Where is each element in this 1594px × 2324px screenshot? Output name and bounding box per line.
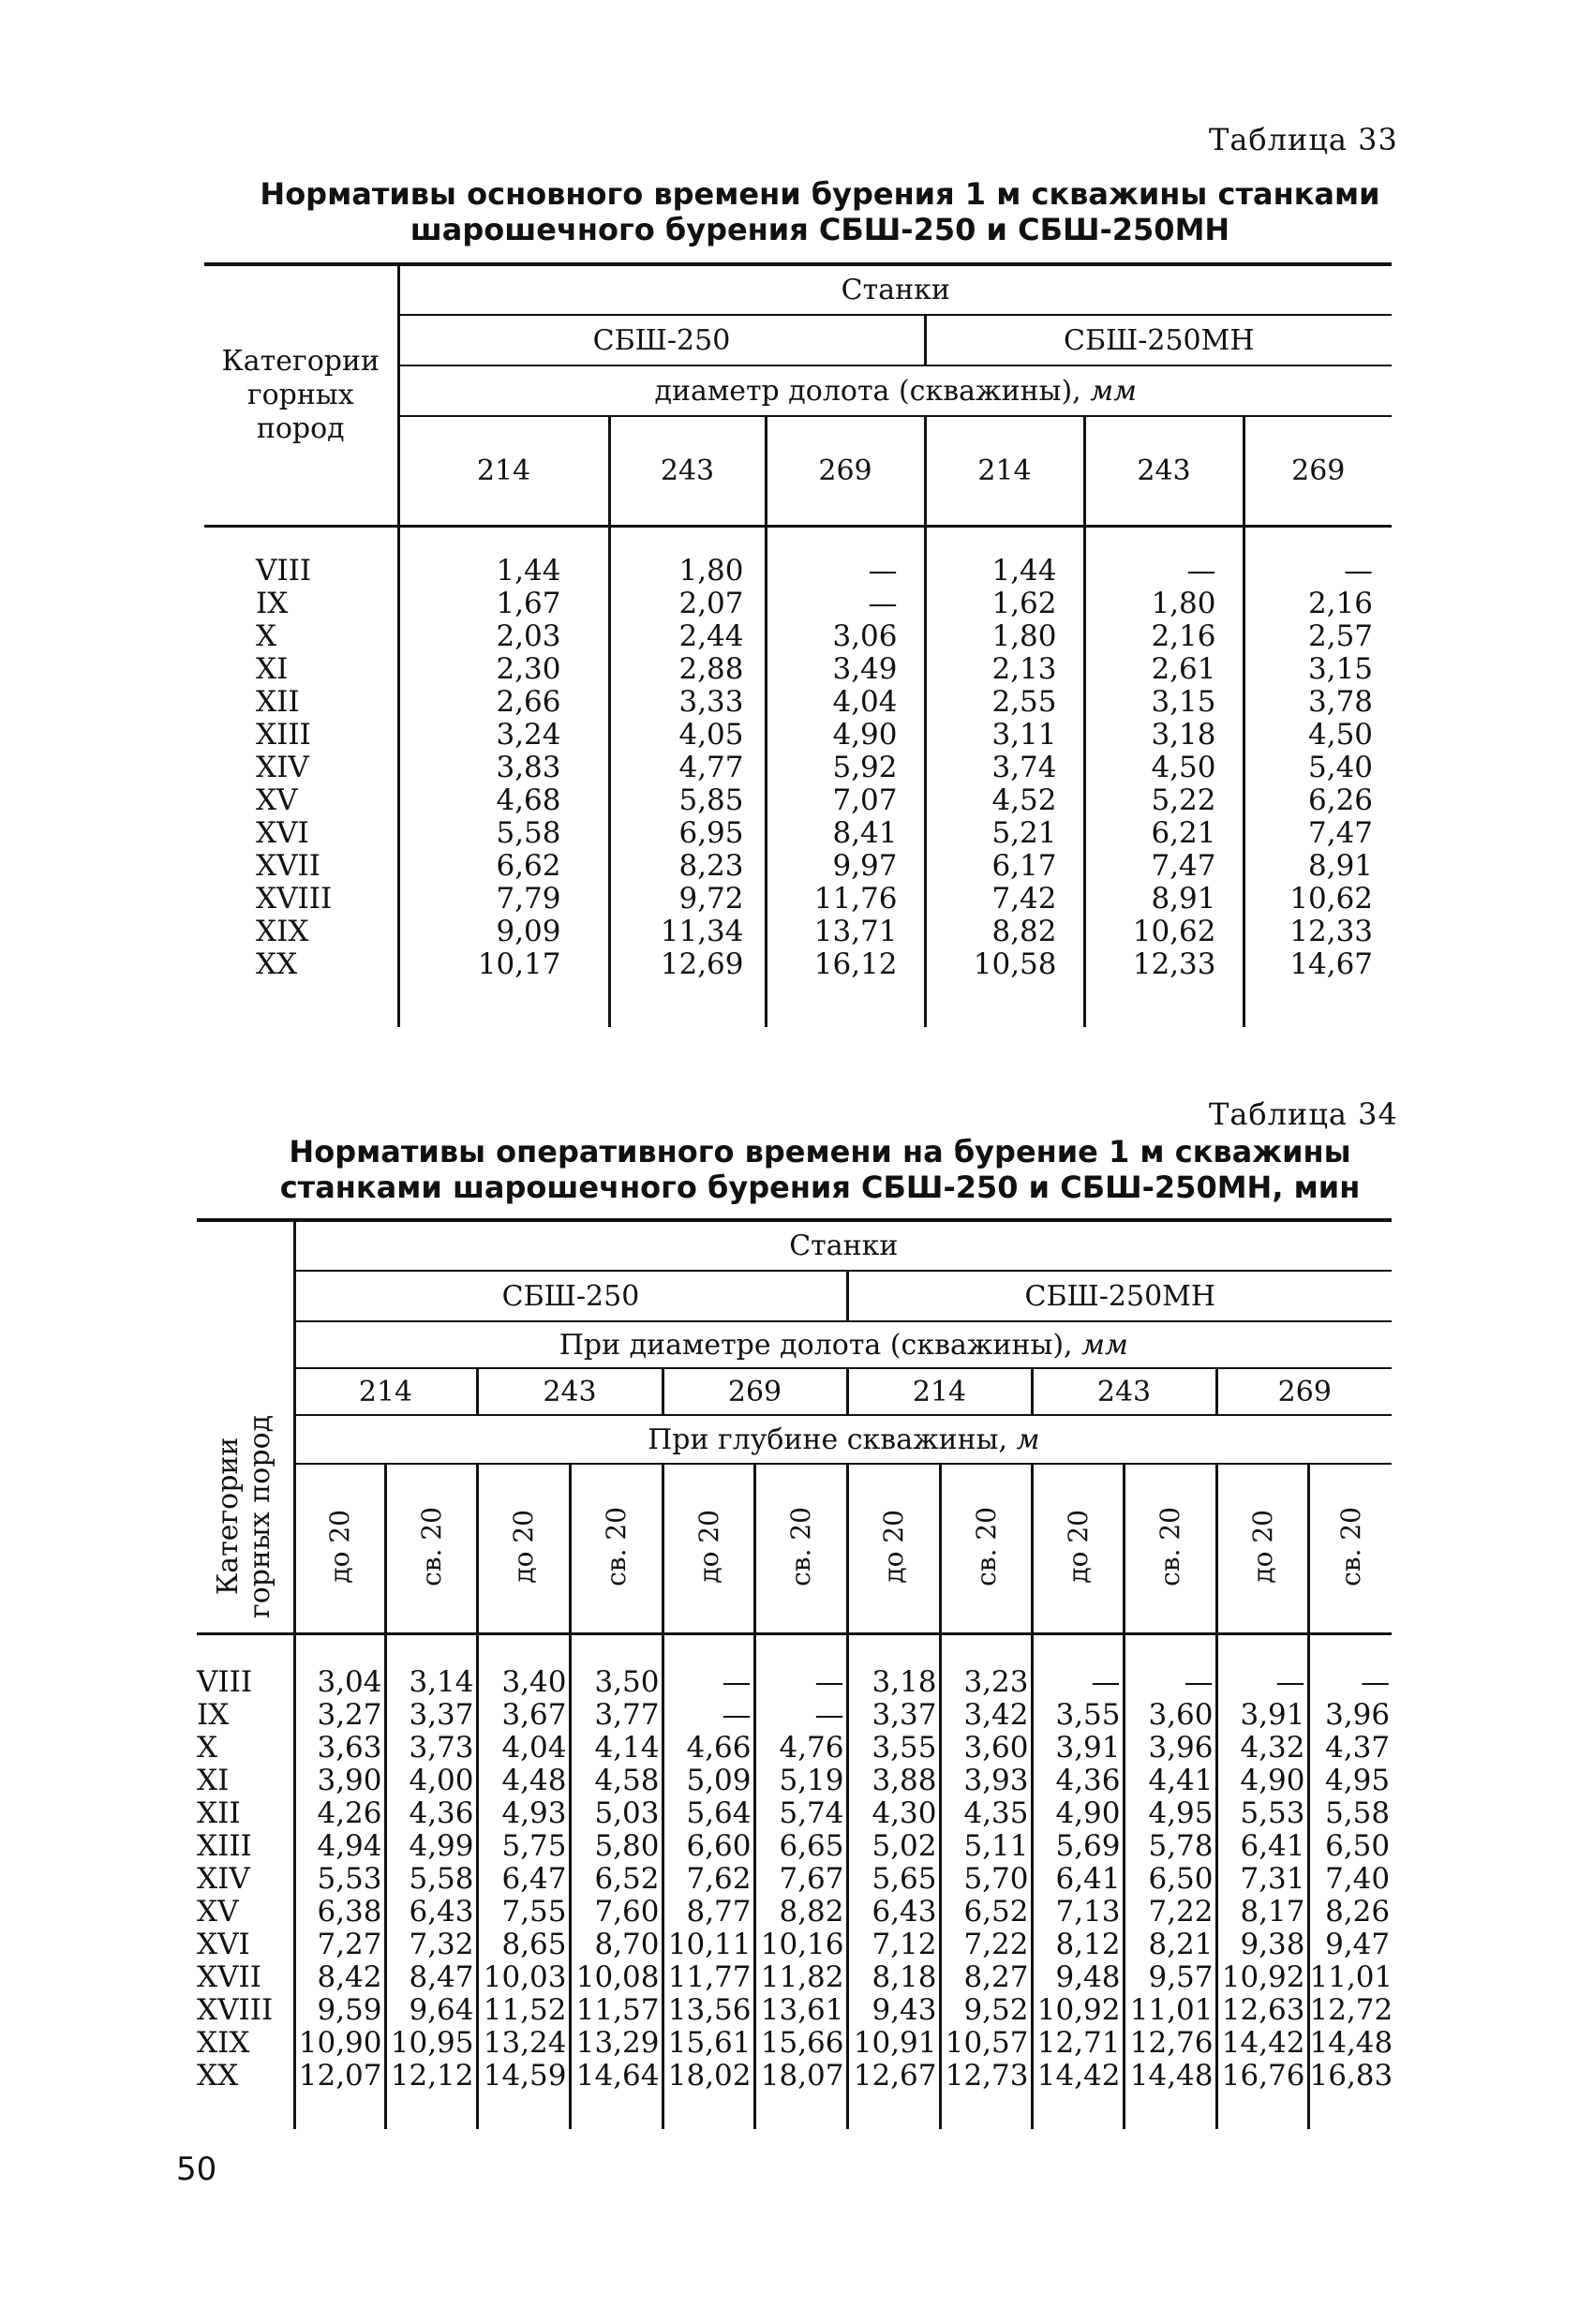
table34-values: — 3,96 4,37 4,95 5,58 6,50 7,40 8,26 9,47 11,01 12,72 14,48 16,83 xyxy=(1309,1665,1393,2093)
table34-categories: VIII IX X XI XII XIII XIV XV XVI XVII XVIII XIX XX xyxy=(197,1665,274,2093)
table34-depth-cell xyxy=(754,1464,847,1632)
table34-depth-header xyxy=(294,1415,1392,1464)
table34-depth-label-cell: до 20 xyxy=(878,1510,909,1584)
table33-category-label: Категории горных пород xyxy=(221,345,380,445)
table34-number: Таблица 34 xyxy=(1209,1096,1398,1132)
table33-model1-header: СБШ-250 xyxy=(398,315,925,365)
table33-model2-header: СБШ-250МН xyxy=(925,315,1392,365)
table33-diameter-cell: 214 xyxy=(925,416,1084,525)
table34-model2-header: СБШ-250МН xyxy=(847,1271,1392,1321)
table33 xyxy=(204,266,1392,1027)
table33-diameter-cell: 269 xyxy=(766,416,925,525)
table34-depth-cell xyxy=(940,1464,1032,1632)
table34-depth-label-cell: св. 20 xyxy=(1334,1507,1366,1587)
table34 xyxy=(197,1222,1392,2129)
table34-depth-label-cell: св. 20 xyxy=(601,1507,632,1587)
table34-diameter-unit: мм xyxy=(1081,1328,1128,1362)
table34-value-column xyxy=(1308,1632,1392,2129)
table34-depth-label-cell: св. 20 xyxy=(415,1507,447,1587)
page-number: 50 xyxy=(176,2151,217,2188)
table34-category-column xyxy=(197,1632,294,2129)
table34-value-column xyxy=(570,1632,663,2129)
table34-diameter-cell: 214 xyxy=(847,1368,1032,1415)
table33-diameter-label: диаметр долота (скважины), xyxy=(654,374,1081,408)
table34-depth-cell xyxy=(663,1464,754,1632)
table34-depth-cell xyxy=(1308,1464,1392,1632)
table33-value-column xyxy=(398,525,609,1027)
table34-values: 3,18 3,37 3,55 3,88 4,30 5,02 5,65 6,43 7,12 8,18 9,43 10,91 12,67 xyxy=(853,1665,937,2093)
table33-diameter-cell: 243 xyxy=(1084,416,1244,525)
table34-value-column xyxy=(1032,1632,1124,2129)
table34-depth-label-cell: до 20 xyxy=(1062,1510,1094,1584)
table33-values: 1,44 1,67 2,03 2,30 2,66 3,24 3,83 4,68 5,58 6,62 7,79 9,09 10,17 xyxy=(477,554,561,981)
table34-diameter-cell: 243 xyxy=(477,1368,663,1415)
table34-diameter-label: При диаметре долота (скважины), xyxy=(559,1328,1073,1362)
table34-depth-label-cell: св. 20 xyxy=(970,1507,1002,1587)
table33-values: 1,80 2,07 2,44 2,88 3,33 4,05 4,77 5,85 6,95 8,23 9,72 11,34 12,69 xyxy=(660,554,744,981)
table34-depth-label-cell: св. 20 xyxy=(785,1507,816,1587)
table34-values: 3,23 3,42 3,60 3,93 4,35 5,11 5,70 6,52 7,22 8,27 9,52 10,57 12,73 xyxy=(945,1665,1029,2093)
table34-values: 3,50 3,77 4,14 4,58 5,03 5,80 6,52 7,60 8,70 10,08 11,57 13,29 14,64 xyxy=(575,1665,660,2093)
table34-diameter-cell: 243 xyxy=(1032,1368,1216,1415)
table34-depth-label-cell: до 20 xyxy=(508,1510,539,1584)
table34-depth-cell xyxy=(1216,1464,1308,1632)
table34-value-column xyxy=(477,1632,570,2129)
table34-value-column xyxy=(1216,1632,1308,2129)
table33-number: Таблица 33 xyxy=(1209,122,1398,157)
table34-diameter-cell: 269 xyxy=(1216,1368,1392,1415)
table33-title xyxy=(216,176,1424,247)
table34-values: — — 4,66 5,09 5,64 6,60 7,62 8,77 10,11 11,77 13,56 15,61 18,02 xyxy=(667,1665,752,2093)
table33-value-column xyxy=(609,525,766,1027)
table34-depth-label: При глубине скважины, xyxy=(648,1423,1008,1456)
table33-value-column xyxy=(1244,525,1392,1027)
table34-depth-cell xyxy=(1032,1464,1124,1632)
table33-machines-header: Станки xyxy=(398,266,1392,315)
table34-values: 3,14 3,37 3,73 4,00 4,36 4,99 5,58 6,43 7,32 8,47 9,64 10,95 12,12 xyxy=(390,1665,474,2093)
table34-values: — 3,60 3,96 4,41 4,95 5,78 6,50 7,22 8,21 9,57 11,01 12,76 14,48 xyxy=(1129,1665,1214,2093)
table33-category-header xyxy=(204,266,398,525)
table33-title-line1: Нормативы основного времени бурения 1 м скважины станками xyxy=(260,176,1380,212)
table33-value-column xyxy=(766,525,925,1027)
table34-machines-header: Станки xyxy=(294,1222,1392,1271)
table34-depth-cell xyxy=(1124,1464,1216,1632)
table34-depth-label-cell: до 20 xyxy=(324,1510,355,1584)
table33-values: — 2,16 2,57 3,15 3,78 4,50 5,40 6,26 7,47 8,91 10,62 12,33 14,67 xyxy=(1289,554,1374,981)
table33-value-column xyxy=(925,525,1084,1027)
table34-diameter-cell: 214 xyxy=(294,1368,477,1415)
table34-value-column xyxy=(1124,1632,1216,2129)
table34-value-column xyxy=(847,1632,940,2129)
table34-value-column xyxy=(294,1632,385,2129)
table34-depth-label-cell: до 20 xyxy=(693,1510,724,1584)
table34-title xyxy=(216,1134,1424,1205)
table34-title-line1: Нормативы оперативного времени на бурение 1 м скважины xyxy=(289,1134,1351,1169)
table33-title-line2: шарошечного бурения СБШ-250 и СБШ-250МН xyxy=(410,212,1230,247)
table34-category-header xyxy=(197,1222,294,1632)
table34-value-column xyxy=(754,1632,847,2129)
table34-value-column xyxy=(663,1632,754,2129)
table34-depth-label-cell: св. 20 xyxy=(1155,1507,1185,1587)
table34-category-label: Категории горных пород xyxy=(212,1414,277,1618)
table34-values: — 3,91 4,32 4,90 5,53 6,41 7,31 8,17 9,38 10,92 12,63 14,42 16,76 xyxy=(1221,1665,1305,2093)
table33-category-column xyxy=(204,525,398,1027)
table33-values: 1,44 1,62 1,80 2,13 2,55 3,11 3,74 4,52 5,21 6,17 7,42 8,82 10,58 xyxy=(973,554,1057,981)
table34-title-line2: станками шарошечного бурения СБШ-250 и СБШ-250МН, мин xyxy=(279,1169,1361,1205)
table33-diameter-cell: 243 xyxy=(609,416,766,525)
table34-values: — 3,55 3,91 4,36 4,90 5,69 6,41 7,13 8,12 9,48 10,92 12,71 14,42 xyxy=(1036,1665,1121,2093)
table34-diameter-cell: 269 xyxy=(663,1368,847,1415)
table34-depth-cell xyxy=(847,1464,940,1632)
table34-depth-label-cell: до 20 xyxy=(1246,1510,1278,1584)
table34-values: 3,40 3,67 4,04 4,48 4,93 5,75 6,47 7,55 8,65 10,03 11,52 13,24 14,59 xyxy=(483,1665,567,2093)
table34-depth-unit: м xyxy=(1016,1423,1040,1456)
table34-depth-cell xyxy=(294,1464,385,1632)
table33-values: — — 3,06 3,49 4,04 4,90 5,92 7,07 8,41 9,97 11,76 13,71 16,12 xyxy=(813,554,898,981)
table33-categories: VIII IX X XI XII XIII XIV XV XVI XVII XVIII XIX XX xyxy=(256,554,333,981)
table33-diameter-cell: 214 xyxy=(398,416,609,525)
table34-depth-cell xyxy=(570,1464,663,1632)
table33-diameter-unit: мм xyxy=(1090,374,1137,408)
table34-values: 3,04 3,27 3,63 3,90 4,26 4,94 5,53 6,38 7,27 8,42 9,59 10,90 12,07 xyxy=(298,1665,382,2093)
table33-diameter-header xyxy=(398,365,1392,416)
table33-value-column xyxy=(1084,525,1244,1027)
table34-value-column xyxy=(940,1632,1032,2129)
table34-depth-cell xyxy=(477,1464,570,1632)
table34-model1-header: СБШ-250 xyxy=(294,1271,847,1321)
table34-depth-cell xyxy=(385,1464,477,1632)
table33-diameter-cell: 269 xyxy=(1291,454,1346,487)
table34-diameter-header xyxy=(294,1321,1392,1368)
table33-values: — 1,80 2,16 2,61 3,15 3,18 4,50 5,22 6,21 7,47 8,91 10,62 12,33 xyxy=(1132,554,1216,981)
table34-value-column xyxy=(385,1632,477,2129)
table34-values: — — 4,76 5,19 5,74 6,65 7,67 8,82 10,16 11,82 13,61 15,66 18,07 xyxy=(760,1665,844,2093)
